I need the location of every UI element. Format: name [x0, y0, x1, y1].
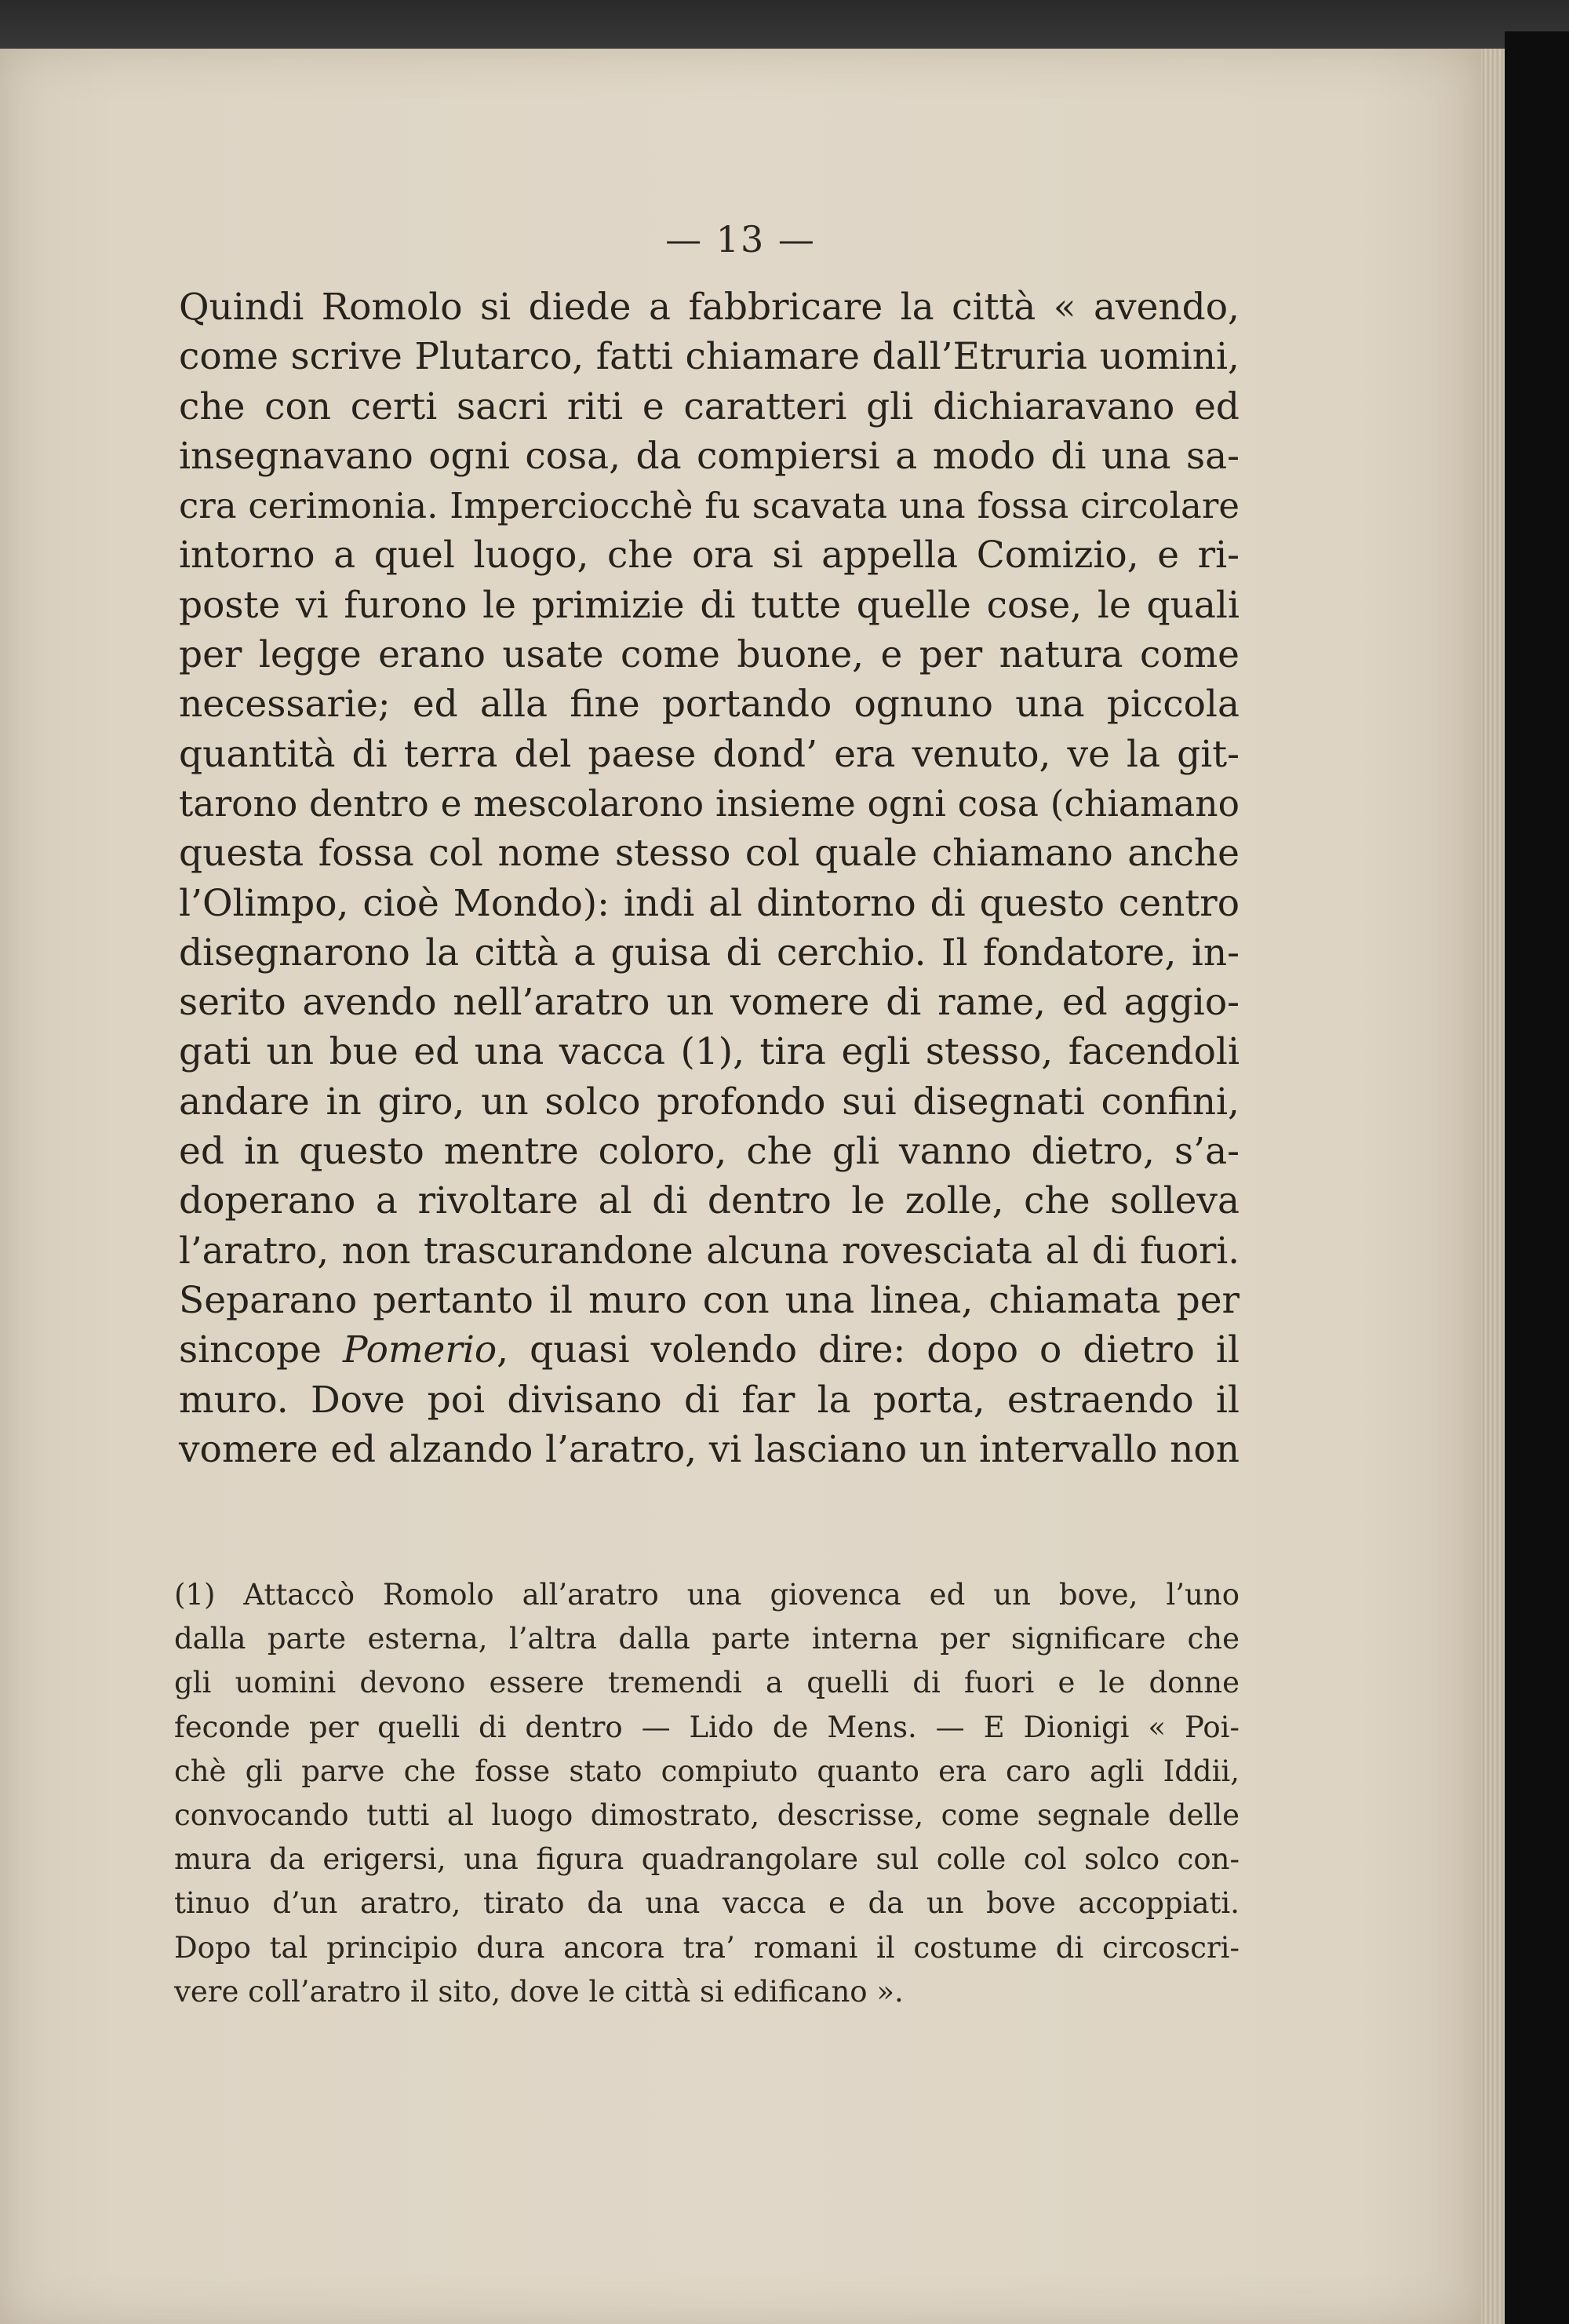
text-line: insegnavano ogni cosa, da compiersi a modo di una sa-	[179, 434, 1240, 478]
text-line: tarono dentro e mescolarono insieme ogni cosa (chiamano	[179, 782, 1240, 825]
text-line-with-italic: sincope Pomerio, quasi volendo dire: dopo o dietro il	[179, 1328, 1240, 1372]
footnote-line: tinuo d’un aratro, tirato da una vacca e da un bove accoppiati.	[174, 1886, 1240, 1921]
text-line: l’aratro, non trascurandone alcuna rovesciata al di fuori.	[179, 1229, 1240, 1272]
text-line: serito avendo nell’aratro un vomere di rame, ed aggio-	[179, 981, 1240, 1025]
text-line: come scrive Plutarco, fatti chiamare dall’Etruria uomini,	[179, 335, 1240, 379]
text-line: gati un bue ed una vacca (1), tira egli stesso, facendoli	[179, 1030, 1240, 1074]
footnote-line: mura da erigersi, una figura quadrangolare sul colle col solco con-	[174, 1842, 1240, 1877]
text-line: Quindi Romolo si diede a fabbricare la città « avendo,	[179, 286, 1240, 329]
text-line: muro. Dove poi divisano di far la porta, estraendo il	[179, 1378, 1240, 1422]
footnote-line: convocando tutti al luogo dimostrato, descrisse, come segnale delle	[174, 1798, 1240, 1832]
footnote	[174, 1573, 1240, 2014]
text-line: ed in questo mentre coloro, che gli vanno dietro, s’a-	[179, 1130, 1240, 1174]
text-line: che con certi sacri riti e caratteri gli dichiaravano ed	[179, 384, 1240, 428]
text-line: Separano pertanto il muro con una linea, chiamata per	[179, 1278, 1240, 1322]
scan-background	[0, 0, 1569, 55]
text-line: cra cerimonia. Imperciocchè fu scavata una fossa circolare	[179, 485, 1240, 527]
text-line: doperano a rivoltare al di dentro le zolle, che solleva	[179, 1179, 1240, 1223]
text-line: l’Olimpo, cioè Mondo): indi al dintorno di questo centro	[179, 881, 1240, 925]
text-line: quantità di terra del paese dond’ era venuto, ve la git-	[179, 732, 1240, 776]
page-edges	[1481, 49, 1505, 2324]
footnote-line: chè gli parve che fosse stato compiuto quanto era caro agli Iddii,	[174, 1754, 1240, 1788]
text-line: disegnarono la città a guisa di cerchio. Il fondatore, in-	[179, 931, 1240, 974]
book-cover	[1505, 31, 1569, 2324]
text-line: andare in giro, un solco profondo sui disegnati confini,	[179, 1080, 1240, 1124]
footnote-line: feconde per quelli di dentro — Lido de Mens. — E Dionigi « Poi-	[174, 1710, 1240, 1744]
text-line: questa fossa col nome stesso col quale chiamano anche	[179, 832, 1240, 876]
page-number: — 13 —	[665, 218, 816, 260]
text-line: vomere ed alzando l’aratro, vi lasciano un intervallo non	[179, 1427, 1240, 1471]
italic-term: Pomerio	[342, 1328, 497, 1372]
text-line: per legge erano usate come buone, e per natura come	[179, 633, 1240, 677]
text-line: intorno a quel luogo, che ora si appella Comizio, e ri-	[179, 534, 1240, 577]
footnote-line: vere coll’aratro il sito, dove le città si edificano ».	[174, 1974, 904, 2009]
text-line: necessarie; ed alla fine portando ognuno una piccola	[179, 683, 1240, 727]
footnote-line: Dopo tal principio dura ancora tra’ romani il costume di circoscri-	[174, 1930, 1240, 1965]
footnote-line: gli uomini devono essere tremendi a quelli di fuori e le donne	[174, 1666, 1240, 1700]
main-text	[179, 282, 1240, 1474]
text-line: poste vi furono le primizie di tutte quelle cose, le quali	[179, 583, 1240, 627]
footnote-line: (1) Attaccò Romolo all’aratro una giovenca ed un bove, l’uno	[174, 1578, 1240, 1612]
footnote-line: dalla parte esterna, l’altra dalla parte interna per significare che	[174, 1622, 1240, 1656]
